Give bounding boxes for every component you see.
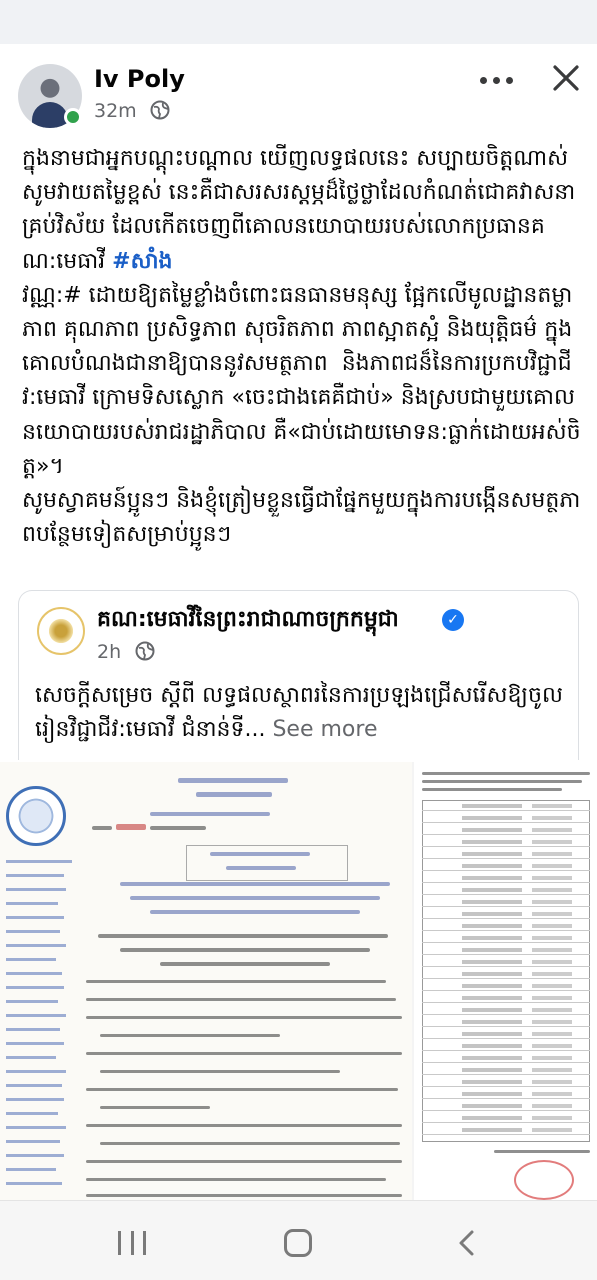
globe-icon bbox=[135, 641, 155, 661]
more-options-icon[interactable] bbox=[480, 72, 516, 88]
post-text-part-2: វណ្ណ:# ដោយឱ្យតម្លៃខ្លាំងចំពោះធនធានមនុស្ស ផ្អែកលើមូលដ្ឋានតម្លាភាព គុណភាព ប្រសិទ្ធភាព សុចរិតភាព ភាពស្អាតស្អំ និងយុត្តិធម៌ ក្នុងគោលបំណងជានាឱ្យបាននូវសមត្ថភាព និងភាពជន៏នៃការប្រកបវិជ្ជាជីវ:មេធាវី ក្រោមទិសស្លោក «ចេះជាងគេគឺជាប់» និងស្របជាមួយគោលនយោបាយរបស់រាជរដ្ឋាភិបាល គឺ«ជាប់ដោយមោទន:ធ្លាក់ដោយអស់ចិត្ត»។ សូមស្វាគមន៍ប្អូនៗ និងខ្ញុំត្រៀមខ្លួនធ្វើជាផ្នែកមួយក្នុងការបង្កើនសមត្ថភាពបន្ថែមទៀតសម្រាប់ប្អូនៗ bbox=[22, 282, 581, 548]
shared-post-time[interactable]: 2h bbox=[97, 641, 122, 663]
home-icon[interactable] bbox=[284, 1229, 312, 1257]
feed-top-strip bbox=[0, 0, 597, 44]
document-image[interactable] bbox=[0, 762, 597, 1200]
close-icon[interactable] bbox=[548, 60, 584, 96]
back-icon[interactable] bbox=[456, 1229, 478, 1257]
post-body-text bbox=[22, 142, 582, 552]
decision-document-page bbox=[0, 762, 412, 1200]
post-header bbox=[0, 44, 597, 134]
recent-apps-icon[interactable] bbox=[118, 1231, 146, 1255]
document-title-box bbox=[186, 845, 348, 881]
bar-association-seal bbox=[6, 786, 66, 846]
hashtag-link[interactable]: #សាំង bbox=[112, 248, 173, 274]
page-avatar[interactable] bbox=[37, 607, 85, 655]
post-time[interactable]: 32m bbox=[94, 100, 137, 122]
globe-icon bbox=[150, 100, 170, 120]
results-table-page bbox=[414, 762, 597, 1200]
android-navigation-bar bbox=[0, 1200, 597, 1280]
shared-page-name[interactable]: គណ:មេធាវីនៃព្រះរាជាណាចក្រកម្ពុជា bbox=[97, 607, 399, 632]
author-name[interactable]: Iv Poly bbox=[94, 65, 185, 93]
verified-badge-icon: ✓ bbox=[442, 609, 464, 631]
post-text-part-1: ក្នុងនាមជាអ្នកបណ្ដុះបណ្ដាល យើញលទ្ធផលនេះ សប្បាយចិត្តណាស់ សូមវាយតម្លៃខ្ពស់ នេះគឺជាសរសរស្ដម្ភដ៏ថ្លៃថ្លាដែលកំណត់ជោគវាសនាគ្រប់វិស័យ ដែលកើតចេញពីគោលនយោបាយរបស់លោកប្រធានគណ:មេធាវី bbox=[22, 146, 576, 274]
online-status-icon bbox=[64, 108, 82, 126]
see-more-link[interactable]: See more bbox=[272, 717, 378, 742]
shared-post-text bbox=[35, 679, 575, 747]
shared-text-content: សេចក្ដីសម្រេច ស្ដីពី លទ្ធផលស្ថាពរនៃការប្រឡងជ្រើសរើសឱ្យចូលរៀនវិជ្ជាជីវ:មេធាវី ជំនាន់ទី... bbox=[35, 683, 563, 742]
red-stamp bbox=[514, 1160, 574, 1200]
shared-post-card[interactable] bbox=[18, 590, 579, 760]
